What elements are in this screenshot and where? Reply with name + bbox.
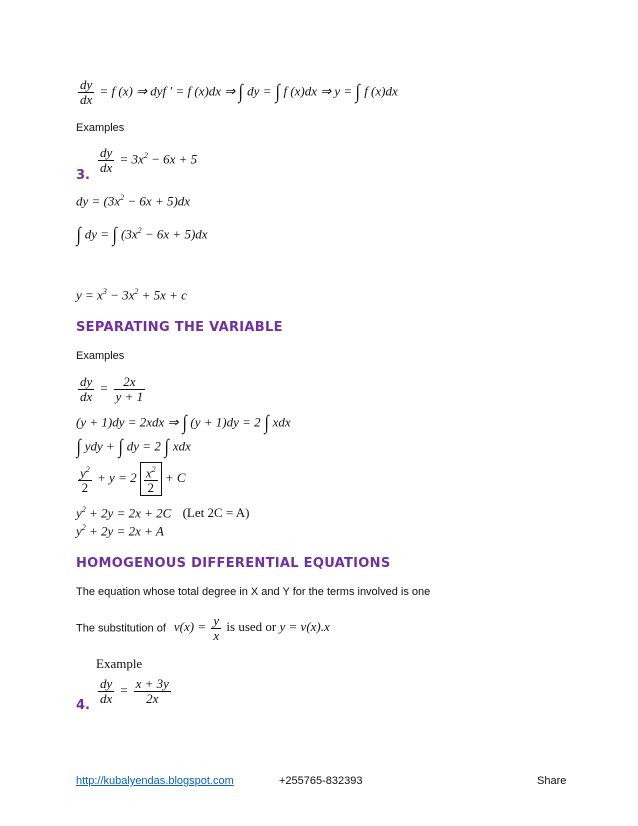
section-heading-separating-variable: SEPARATING THE VARIABLE: [76, 320, 283, 335]
ex3-equation-2: dy = $(3x^2 - 6x + 5)dx$: [76, 193, 191, 209]
footer-share-link[interactable]: Share: [537, 775, 567, 787]
fraction-dy-dx: $\frac{dy}{dx}$: [80, 77, 93, 107]
example-number-4: 4.: [76, 698, 90, 713]
fraction-2x-over-y-plus-1: $\frac{2x}{y + 1}$: [115, 374, 144, 404]
section-heading-homogenous-equations: HOMOGENOUS DIFFERENTIAL EQUATIONS: [76, 556, 391, 571]
fraction-y2-over-2: $\frac{y^2}{2}$: [80, 465, 90, 496]
sep-equation-5: $y^2 + 2y = 2x + 2C$ (Let 2C = A): [76, 505, 250, 521]
sep-equation-2: (y + 1)dy = 2xdx ⇒ ∫ (y + 1)dy = 2 ∫ xdx: [76, 412, 291, 434]
footer-phone: +255765-832393: [279, 775, 363, 787]
fraction-dy-dx: $\frac{dy}{dx}$: [100, 676, 113, 706]
ex3-equation-4: $y = x^3 - 3x^2 + 5x + c$: [76, 287, 187, 303]
sep-equation-3: ∫ ydy + ∫ dy = 2 ∫ xdx: [76, 436, 191, 458]
substitution-line: The substitution of v(x) = $\frac{y}{x}$ is used or y = v(x).x: [76, 613, 330, 643]
fraction-x-plus-3y-over-2x: $\frac{x + 3y}{2x}$: [135, 676, 169, 706]
example-label-serif: Example: [96, 656, 143, 671]
fraction-x2-over-2: $\frac{x^2}{2}$: [145, 465, 156, 496]
examples-label-1: Examples: [76, 122, 125, 134]
fraction-dy-dx: $\frac{dy}{dx}$: [80, 374, 93, 404]
equation-general-integration: $\frac{dy}{dx}$ = f (x) ⇒ dyf ′ = f (x)dx ⇒ ∫ dy = ∫ f (x)dx ⇒ y = ∫ f (x)dx: [80, 77, 398, 107]
fraction-y-over-x: $\frac{y}{x}$: [213, 613, 220, 643]
homogenous-description: The equation whose total degree in X and Y for the terms involved is one: [76, 586, 431, 598]
sep-equation-1: $\frac{dy}{dx}$ = $\frac{2x}{y + 1}$: [80, 374, 144, 404]
ex3-equation-3: ∫ dy = ∫ $(3x^2 - 6x + 5)dx$: [76, 224, 208, 246]
ex3-equation-1: $\frac{dy}{dx}$ = $3x^2 - 6x + 5$: [100, 145, 198, 175]
sep-equation-4: $\frac{y^2}{2}$ + y = 2 $\frac{x^2}{2}$ + C: [76, 462, 186, 496]
example-number-3: 3.: [76, 168, 90, 183]
footer-blog-link[interactable]: http://kubalyendas.blogspot.com: [76, 775, 234, 787]
fraction-dy-dx: $\frac{dy}{dx}$: [100, 145, 113, 175]
examples-label-2: Examples: [76, 350, 125, 362]
homog-equation: $\frac{dy}{dx}$ = $\frac{x + 3y}{2x}$: [100, 676, 169, 706]
bracket-group: [140, 462, 162, 496]
sep-equation-6: $y^2 + 2y = 2x + A$: [76, 523, 164, 539]
